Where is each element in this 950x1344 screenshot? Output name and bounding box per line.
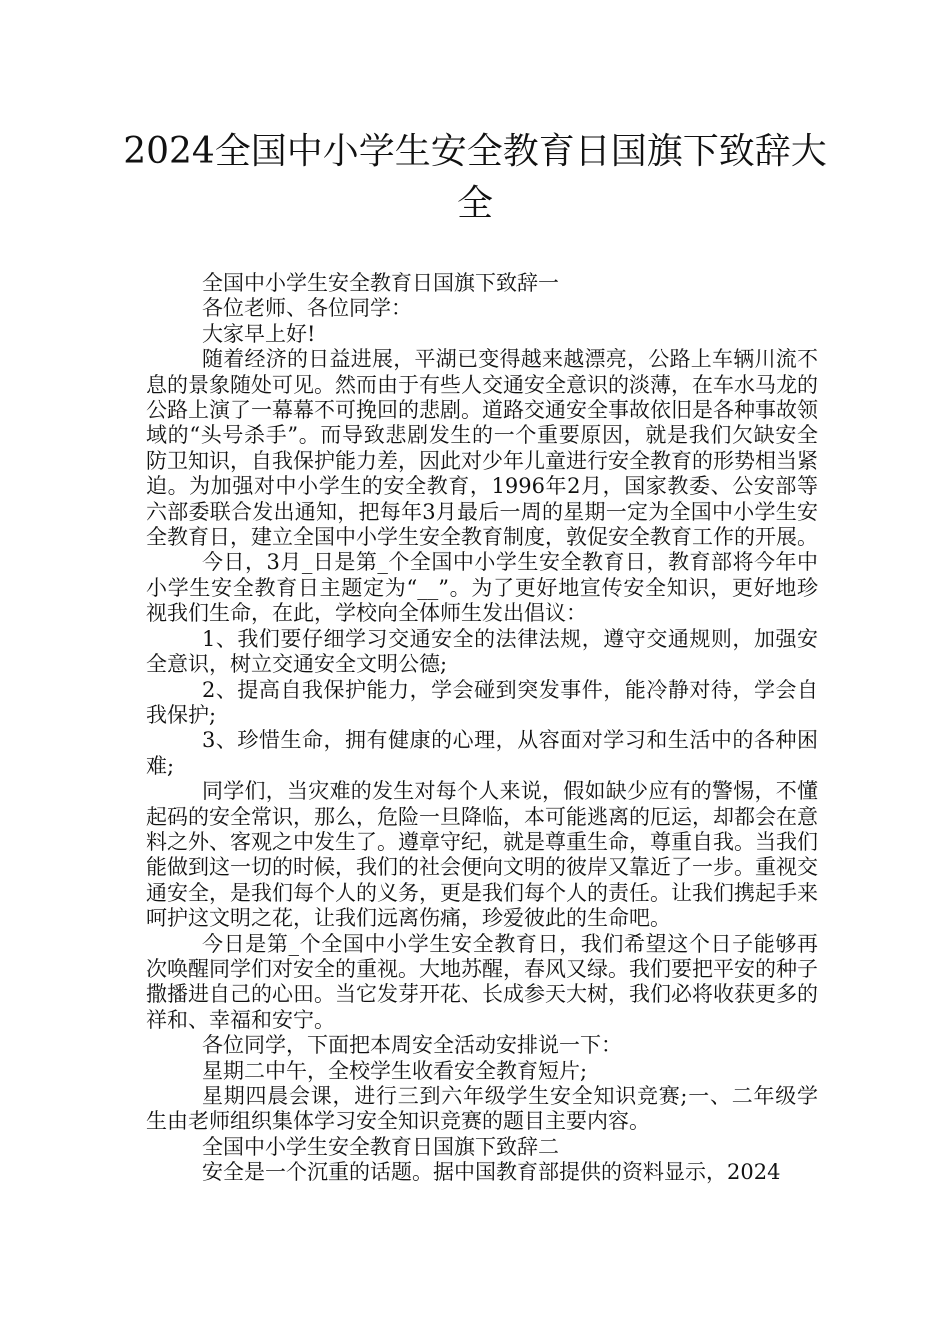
- paragraph-body: 星期四晨会课，进行三到六年级学生安全知识竞赛;一、二年级学生由老师组织集体学习安全知识竞赛的题目主要内容。: [146, 1084, 818, 1134]
- paragraph-heading-1: 全国中小学生安全教育日国旗下致辞一: [202, 271, 559, 295]
- document-title: 2024全国中小学生安全教育日国旗下致辞大全: [123, 131, 827, 224]
- paragraph-body: 各位同学，下面把本周安全活动安排说一下：: [202, 1033, 622, 1058]
- paragraph-body: 随着经济的日益进展，平湖已变得越来越漂亮，公路上车辆川流不息的景象随处可见。然而由于有些人交通安全意识的淡薄，在车水马龙的公路上演了一幕幕不可挽回的悲剧。道路交通安全事故依旧是各种事故领域的“头号杀手”。而导致悲剧发生的一个重要原因，就是我们欠缺安全防卫知识，自我保护能力差，因此对少年儿童进行安全教育的形势相当紧迫。为加强对中小学生的安全教育，1996年2月，国家教委、公安部等六部委联合发出通知，把每年3月最后一周的星期一定为全国中小学生安全教育日，建立全国中小学生安全教育制度，敦促安全教育工作的开展。: [146, 347, 818, 550]
- paragraph-list-item: 3、珍惜生命，拥有健康的心理，从容面对学习和生活中的各种困难;: [146, 728, 818, 778]
- paragraph-heading-2: 全国中小学生安全教育日国旗下致辞二: [202, 1134, 559, 1159]
- paragraph-salutation: 各位老师、各位同学：: [202, 296, 412, 321]
- paragraph-body: 星期二中午，全校学生收看安全教育短片;: [202, 1058, 588, 1083]
- paragraph-list-item: 1、我们要仔细学习交通安全的法律法规，遵守交通规则，加强安全意识，树立交通安全文明公德;: [146, 626, 818, 677]
- document-body: [146, 271, 818, 1186]
- paragraph-greeting: 大家早上好!: [202, 321, 316, 346]
- paragraph-list-item: 2、提高自我保护能力，学会碰到突发事件，能冷静对待，学会自我保护;: [146, 677, 818, 727]
- paragraph-body: 安全是一个沉重的话题。据中国教育部提供的资料显示，2024: [202, 1160, 781, 1185]
- paragraph-body: 同学们，当灾难的发生对每个人来说，假如缺少应有的警惕，不懂起码的安全常识，那么，危险一旦降临，本可能逃离的厄运，却都会在意料之外、客观之中发生了。遵章守纪，就是尊重生命，尊重自我。当我们能做到这一切的时候，我们的社会便向文明的彼岸又靠近了一步。重视交通安全，是我们每个人的义务，更是我们每个人的责任。让我们携起手来呵护这文明之花，让我们远离伤痛，珍爱彼此的生命吧。: [146, 779, 818, 931]
- paragraph-body: 今日是第_个全国中小学生安全教育日，我们希望这个日子能够再次唤醒同学们对安全的重视。大地苏醒，春风又绿。我们要把平安的种子撒播进自己的心田。当它发芽开花、长成参天大树，我们必将收获更多的祥和、幸福和安宁。: [146, 931, 818, 1032]
- paragraph-body: 今日，3月_日是第_个全国中小学生安全教育日，教育部将今年中小学生安全教育日主题定为“__”。为了更好地宣传安全知识，更好地珍视我们生命，在此，学校向全体师生发出倡议：: [146, 550, 818, 626]
